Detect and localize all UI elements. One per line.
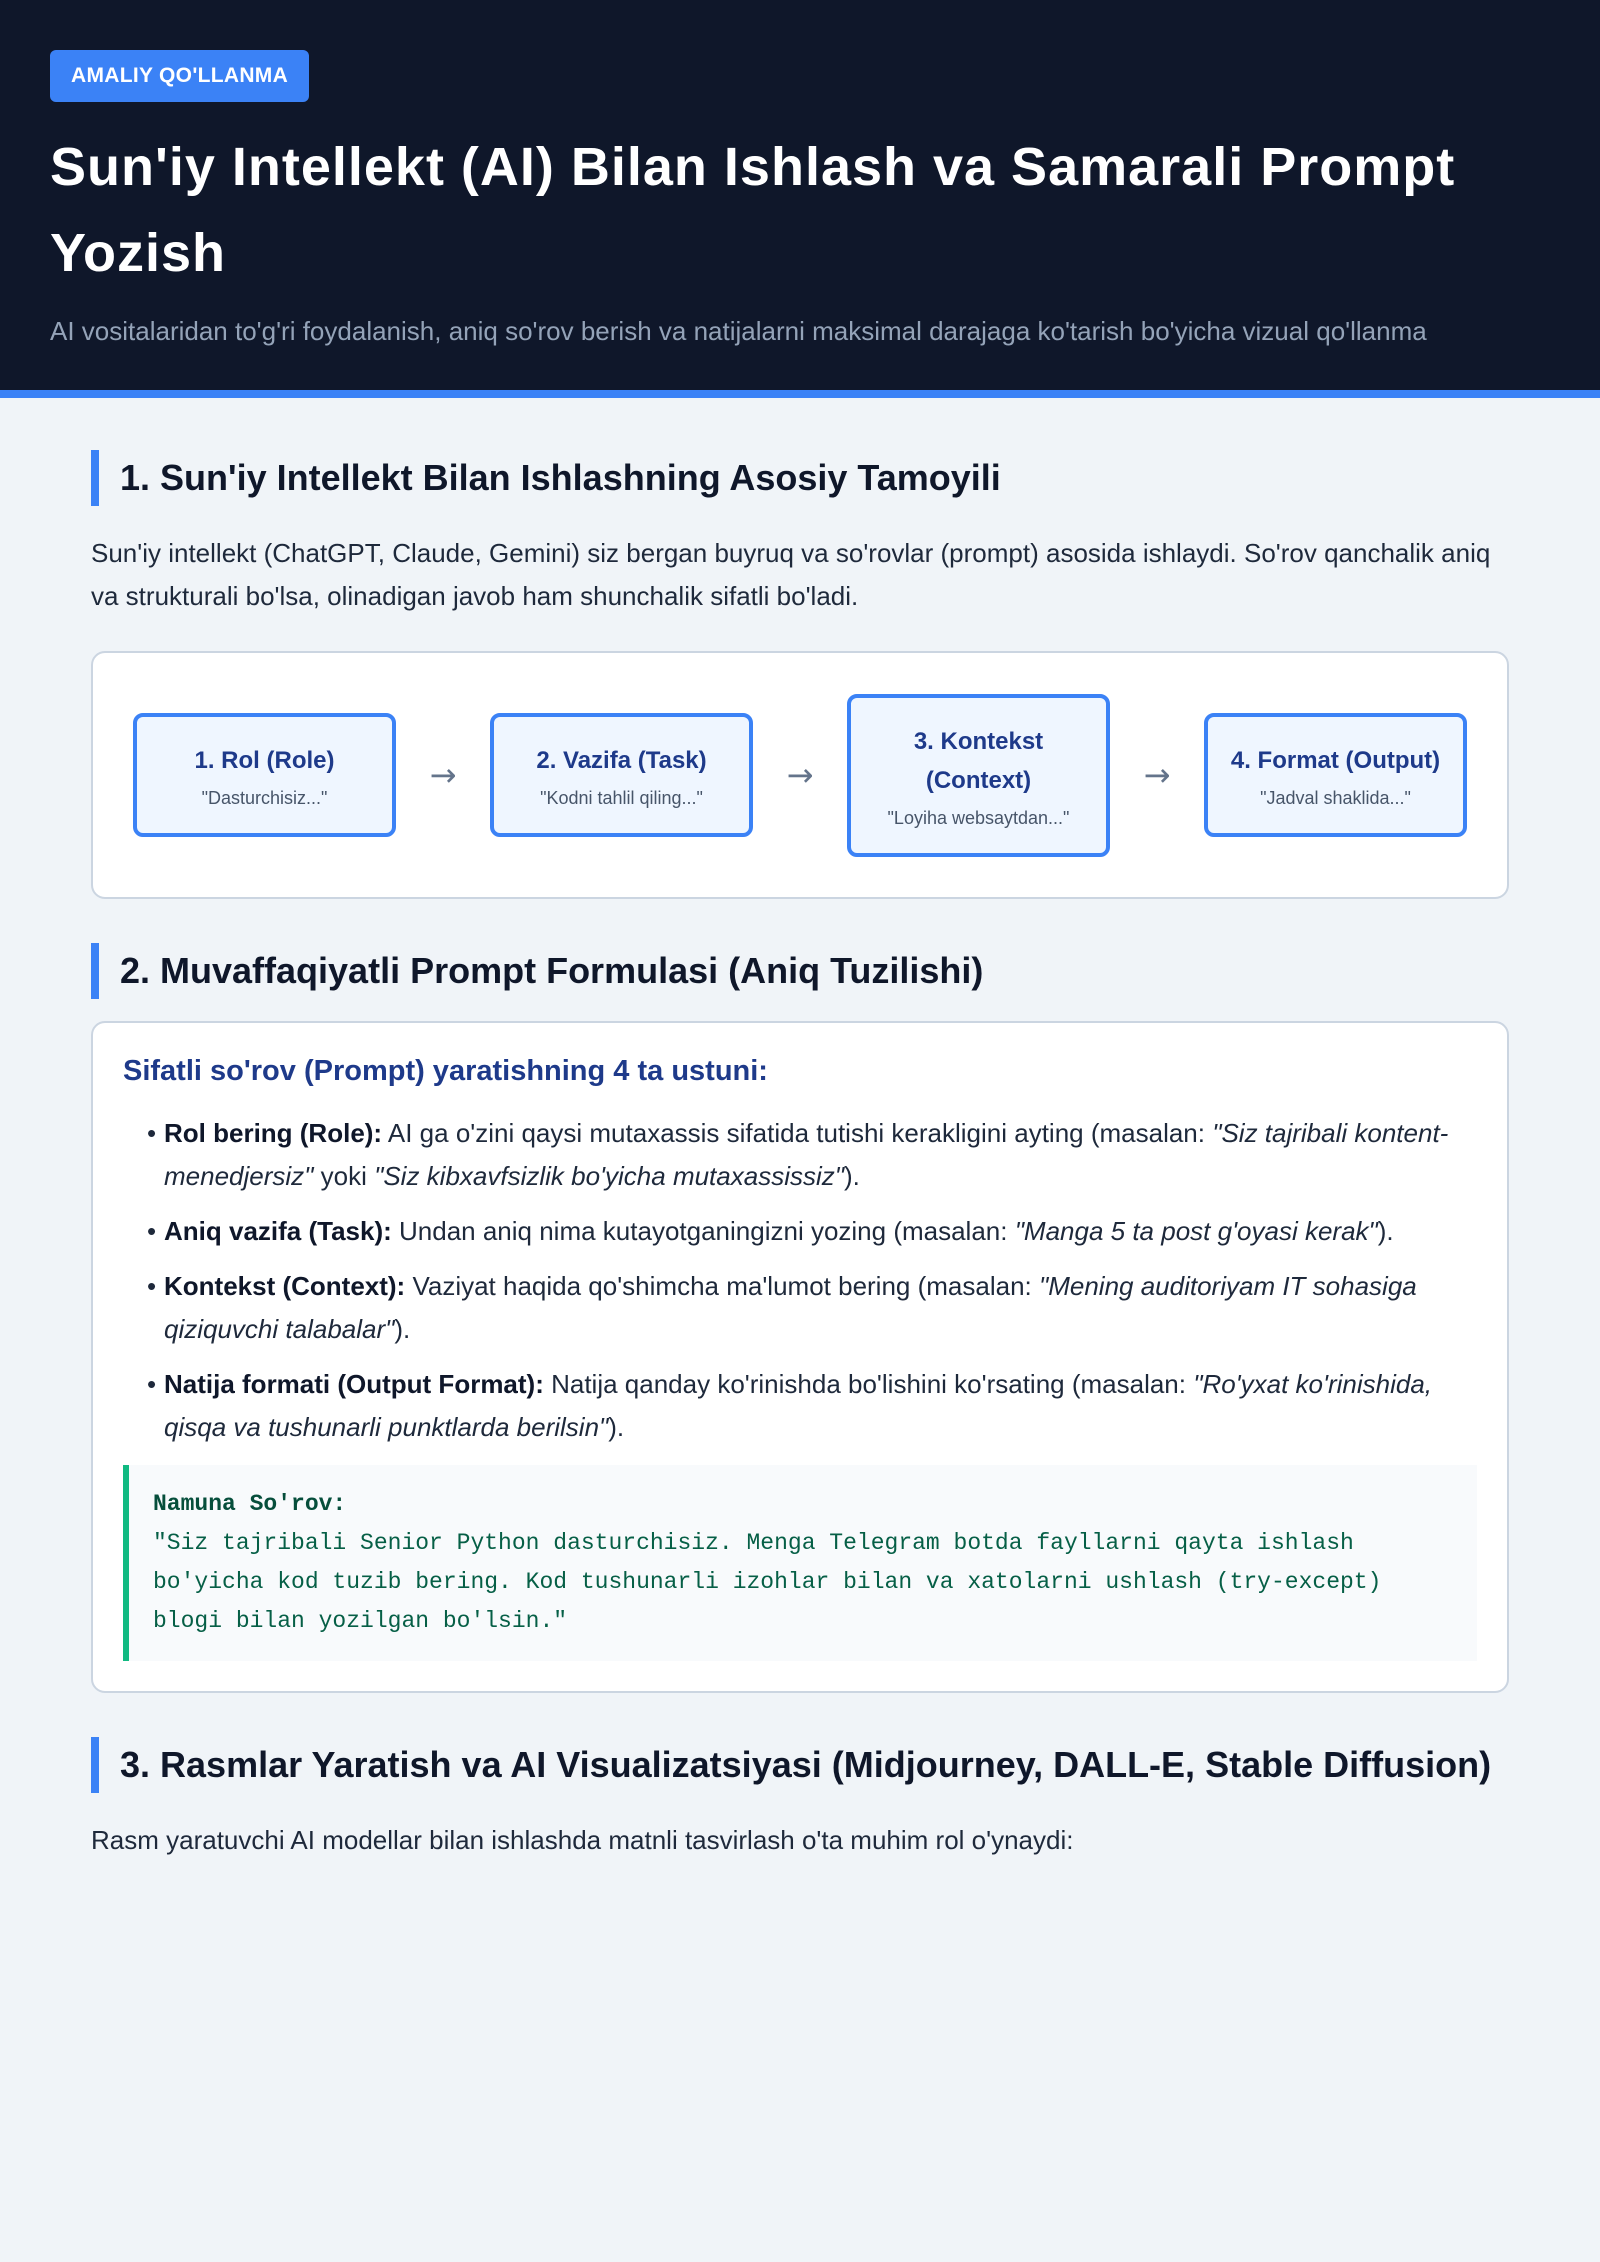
guide-badge: AMALIY QO'LLANMA bbox=[50, 50, 309, 102]
page-subtitle: AI vositalaridan to'g'ri foydalanish, aniq so'rov berish va natijalarni maksimal darajaga ko'tarish bo'yicha vizual qo'llanma bbox=[50, 316, 1427, 346]
list-item bbox=[147, 1210, 1477, 1253]
arrow-right-icon: → bbox=[429, 756, 457, 794]
pillar-text: ). bbox=[394, 1314, 411, 1344]
flow-step-title: 3. Kontekst (Context) bbox=[913, 727, 1044, 794]
pillars-list bbox=[123, 1112, 1477, 1449]
flow-step-format bbox=[1204, 713, 1467, 837]
flow-step-context bbox=[847, 694, 1110, 857]
flow-step-example: "Dasturchisiz..." bbox=[201, 788, 328, 808]
section-2-title: 2. Muvaffaqiyatli Prompt Formulasi (Aniq Tuzilishi) bbox=[91, 943, 1509, 999]
pillar-text: Natija qanday ko'rinishda bo'lishini ko'rsating (masalan: bbox=[543, 1369, 1194, 1399]
pillar-label: Aniq vazifa (Task): bbox=[164, 1216, 392, 1246]
prompt-formula-card bbox=[91, 1021, 1509, 1693]
list-item bbox=[147, 1363, 1477, 1449]
sample-prompt-block bbox=[123, 1465, 1477, 1661]
pillar-text: AI ga o'zini qaysi mutaxassis sifatida tutishi kerakligini ayting (masalan: bbox=[382, 1118, 1213, 1148]
arrow-right-icon: → bbox=[1143, 756, 1171, 794]
pillar-text: ). bbox=[1377, 1216, 1394, 1246]
arrow-right-icon: → bbox=[786, 756, 814, 794]
pillar-text: Vaziyat haqida qo'shimcha ma'lumot bering (masalan: bbox=[405, 1271, 1039, 1301]
section-3-title: 3. Rasmlar Yaratish va AI Visualizatsiyasi (Midjourney, DALL-E, Stable Diffusion) bbox=[91, 1737, 1509, 1793]
sample-prompt-text: "Siz tajribali Senior Python dasturchisiz. Menga Telegram botda fayllarni qayta ishlash bo'yicha kod tuzib bering. Kod tushunarli izohlar bilan va xatolarni ushlash (try-except) blogi bilan yozilgan bo'lsin." bbox=[153, 1530, 1382, 1634]
flow-step-example: "Loyiha websaytdan..." bbox=[887, 807, 1070, 828]
pillar-example: "Siz kibxavfsizlik bo'yicha mutaxassissiz" bbox=[374, 1161, 844, 1191]
pillar-label: Rol bering (Role): bbox=[164, 1118, 383, 1148]
formula-heading: Sifatli so'rov (Prompt) yaratishning 4 ta ustuni: bbox=[123, 1055, 768, 1087]
page-header bbox=[0, 0, 1600, 398]
pillar-label: Kontekst (Context): bbox=[164, 1271, 406, 1301]
pillar-text: ). bbox=[844, 1161, 860, 1191]
list-item bbox=[147, 1112, 1477, 1198]
sample-prompt-label: Namuna So'rov: bbox=[153, 1491, 347, 1517]
pillar-example: "Siz tajribali kontent-menedjersiz" bbox=[164, 1118, 1449, 1191]
list-item bbox=[147, 1265, 1477, 1351]
page-title: Sun'iy Intellekt (AI) Bilan Ishlash va Samarali Prompt Yozish bbox=[50, 137, 1456, 283]
pillar-example: "Mening auditoriyam IT sohasiga qiziquvchi talabalar" bbox=[164, 1271, 1417, 1344]
flow-step-example: "Kodni tahlil qiling..." bbox=[540, 788, 703, 808]
flow-step-title: 4. Format (Output) bbox=[1230, 747, 1441, 774]
flow-step-task bbox=[490, 713, 753, 837]
main-content bbox=[0, 450, 1600, 1862]
section-3-paragraph: Rasm yaratuvchi AI modellar bilan ishlashda matnli tasvirlash o'ta muhim rol o'ynaydi: bbox=[91, 1825, 1074, 1855]
pillar-text: yoki bbox=[313, 1161, 375, 1191]
pillar-label: Natija formati (Output Format): bbox=[164, 1369, 544, 1399]
section-1-paragraph: Sun'iy intellekt (ChatGPT, Claude, Gemini) siz bergan buyruq va so'rovlar (prompt) asosida ishlaydi. So'rov qanchalik aniq va strukturali bo'lsa, olinadigan javob ham shunchalik sifatli bo'ladi. bbox=[91, 538, 1491, 611]
pillar-text: ). bbox=[608, 1412, 625, 1442]
flow-step-title: 2. Vazifa (Task) bbox=[536, 747, 707, 774]
flow-step-example: "Jadval shaklida..." bbox=[1260, 788, 1411, 808]
section-1-title: 1. Sun'iy Intellekt Bilan Ishlashning Asosiy Tamoyili bbox=[91, 450, 1509, 506]
pillar-example: "Ro'yxat ko'rinishida, qisqa va tushunarli punktlarda berilsin" bbox=[164, 1369, 1433, 1442]
pillar-example: "Manga 5 ta post g'oyasi kerak" bbox=[1014, 1216, 1378, 1246]
flow-step-title: 1. Rol (Role) bbox=[194, 747, 335, 774]
flow-step-role bbox=[133, 713, 396, 837]
pillar-text: Undan aniq nima kutayotganingizni yozing (masalan: bbox=[391, 1216, 1015, 1246]
prompt-flow-diagram bbox=[91, 651, 1509, 899]
